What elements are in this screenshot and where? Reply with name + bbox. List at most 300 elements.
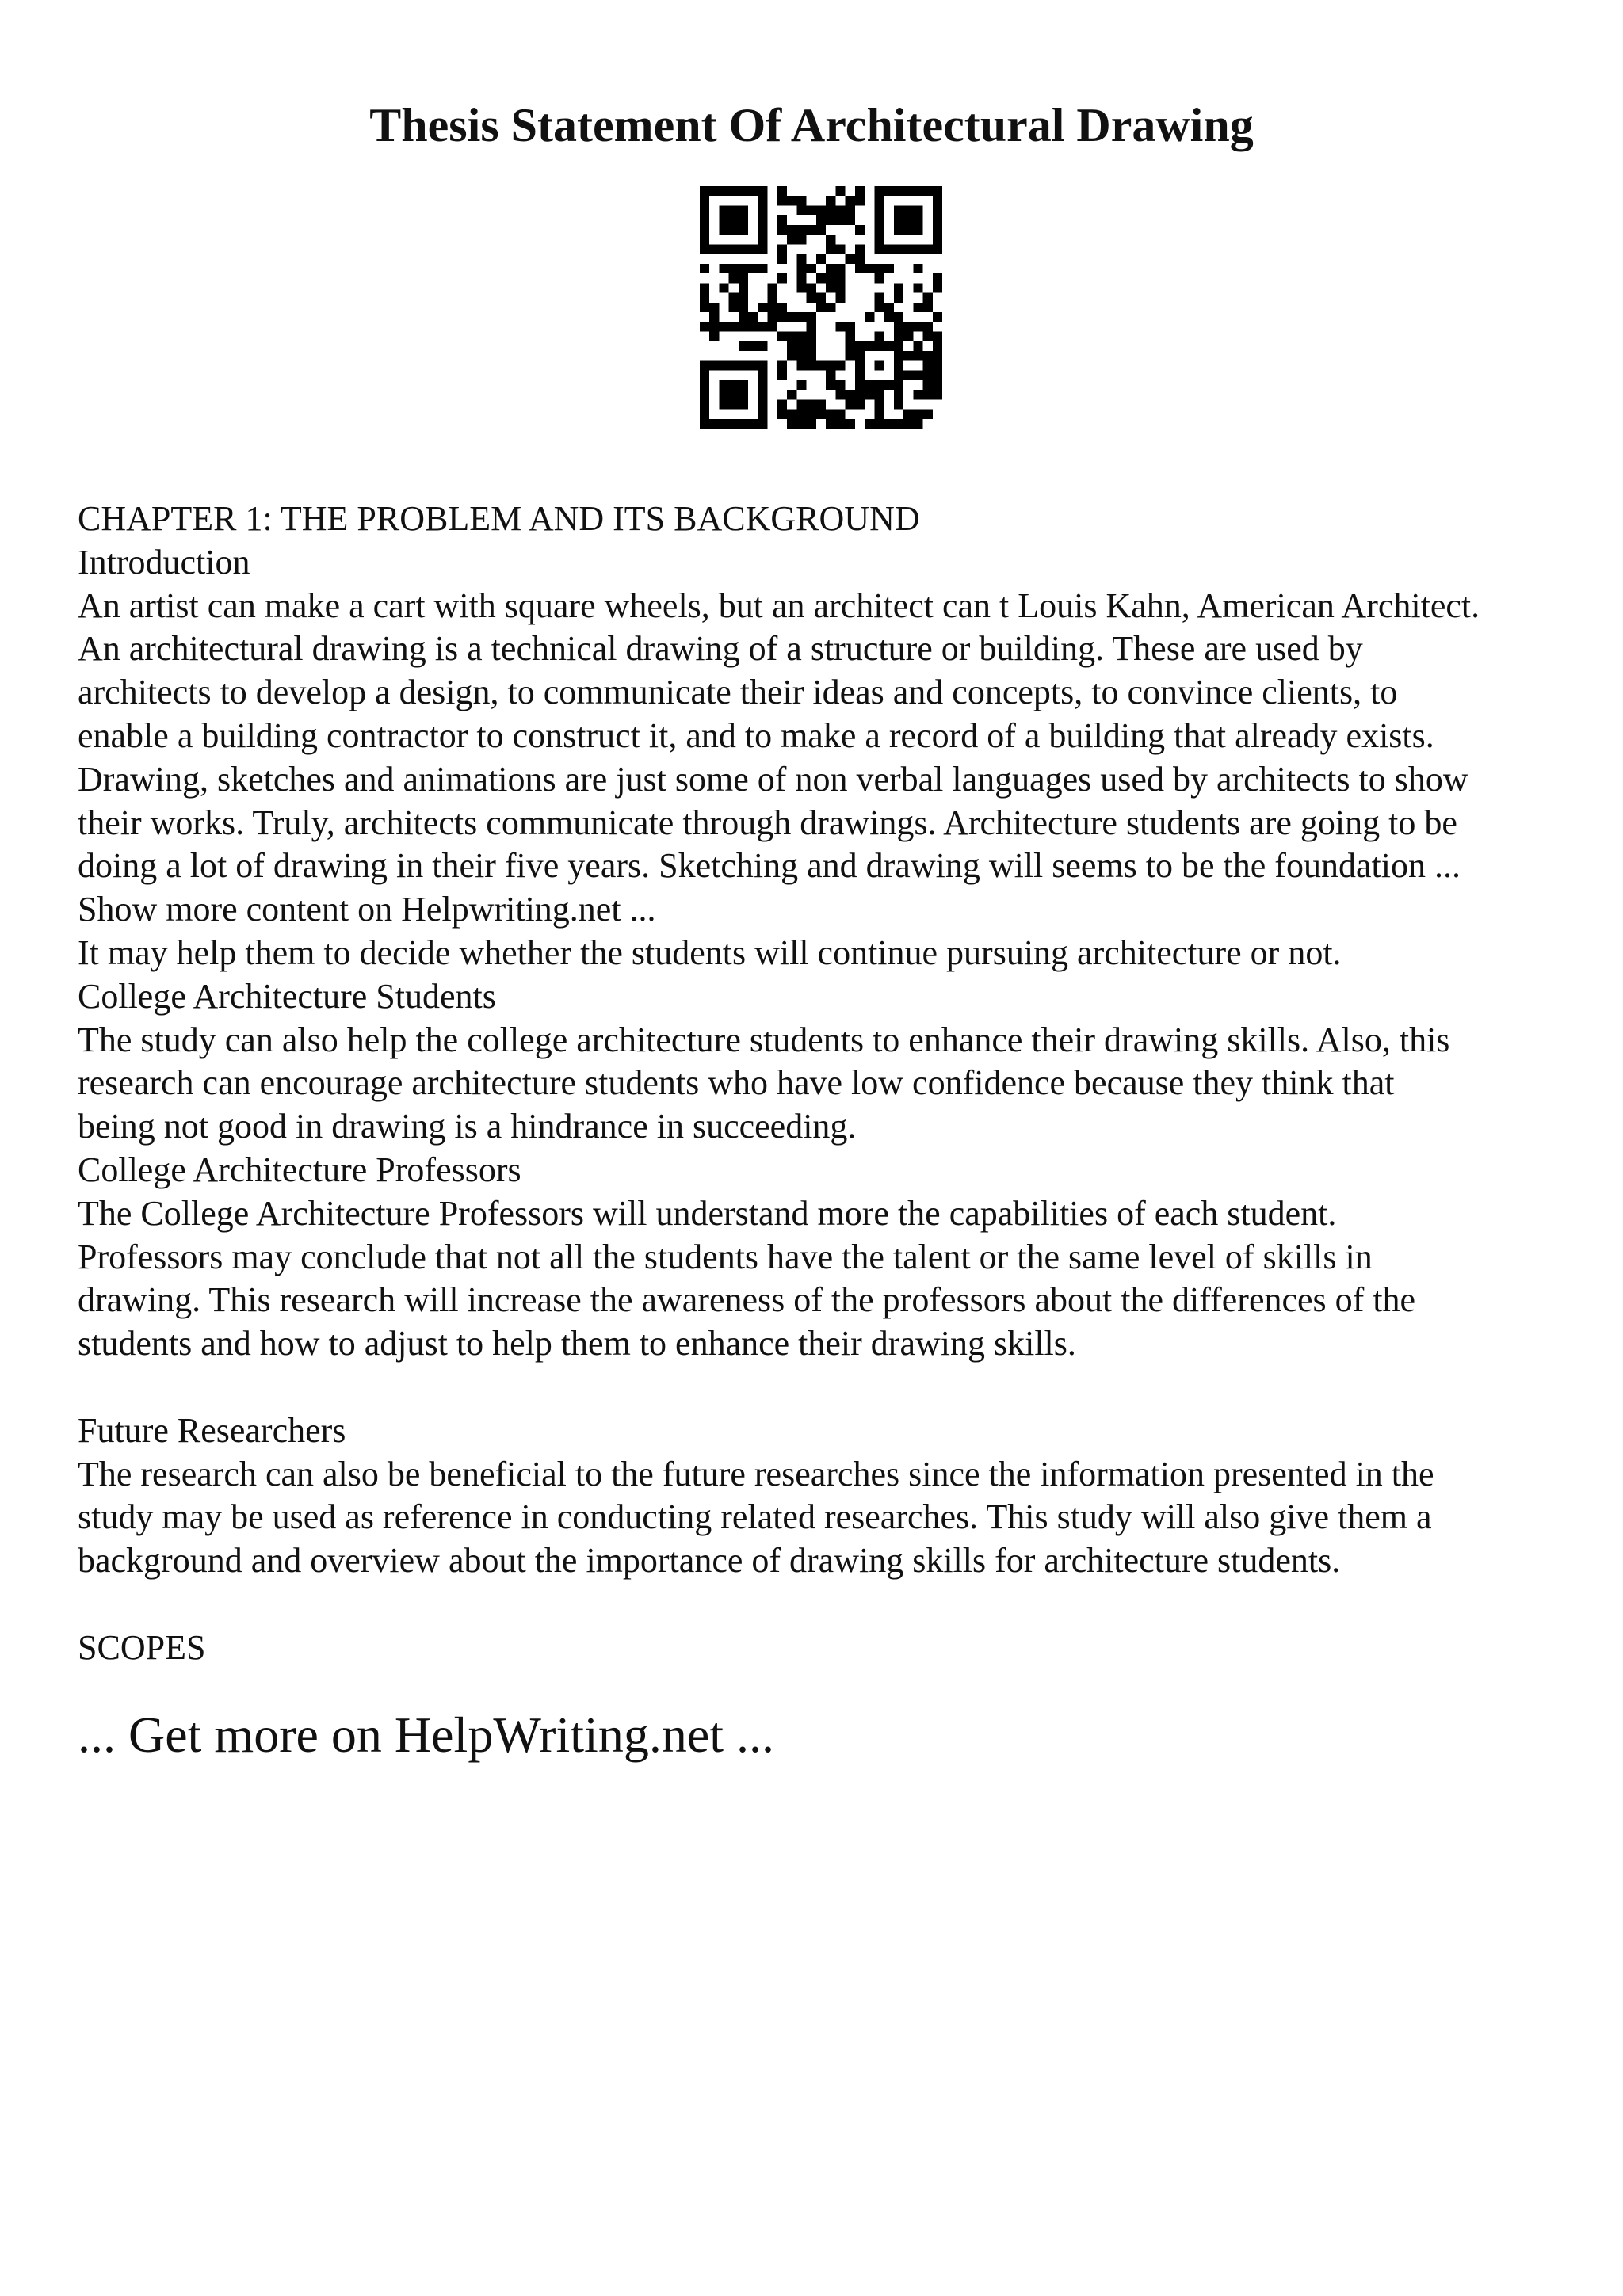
qr-module [835, 264, 845, 273]
qr-module [846, 341, 855, 351]
qr-module [729, 225, 739, 235]
qr-module [758, 196, 767, 205]
qr-module [729, 186, 739, 196]
qr-module [874, 360, 884, 370]
qr-module [719, 205, 728, 215]
qr-module [758, 235, 767, 244]
section-heading-introduction: Introduction [78, 542, 250, 582]
qr-module [913, 205, 922, 215]
qr-module [826, 419, 835, 429]
qr-module [874, 303, 884, 312]
qr-module [777, 196, 787, 205]
section-heading-students: College Architecture Students [78, 976, 496, 1016]
qr-module [855, 196, 865, 205]
body-line: The study can also help the college architecture students to enhance their drawing skills. Also, this [78, 1020, 1450, 1059]
qr-module [807, 283, 816, 292]
body-line: study may be used as reference in conducting related researches. This study will also give them a [78, 1497, 1432, 1537]
qr-module [768, 303, 777, 312]
qr-module [903, 351, 913, 360]
qr-module [777, 399, 787, 409]
qr-module [748, 341, 758, 351]
qr-module [874, 273, 884, 283]
qr-module [923, 380, 933, 390]
qr-module [700, 360, 709, 370]
qr-module [846, 254, 855, 264]
qr-module [807, 360, 816, 370]
qr-module [777, 410, 787, 419]
qr-module [923, 351, 933, 360]
qr-module [777, 215, 787, 225]
qr-module [884, 303, 894, 312]
qr-module [777, 371, 787, 380]
qr-module [816, 293, 826, 303]
qr-module [739, 419, 748, 429]
qr-module [748, 419, 758, 429]
qr-module [758, 360, 767, 370]
qr-module [807, 419, 816, 429]
qr-module [835, 360, 845, 370]
qr-module [787, 419, 796, 429]
qr-module [913, 225, 922, 235]
qr-module [855, 254, 865, 264]
qr-module [709, 322, 719, 331]
qr-module [894, 283, 903, 292]
qr-module [933, 235, 942, 244]
qr-module [700, 205, 709, 215]
qr-module [796, 283, 806, 292]
qr-module [729, 399, 739, 409]
qr-module [729, 360, 739, 370]
qr-module [913, 322, 922, 331]
qr-module [835, 273, 845, 283]
qr-module [933, 341, 942, 351]
qr-module [816, 273, 826, 283]
blank-line [78, 1583, 1583, 1627]
show-more-link[interactable]: Show more content on Helpwriting.net ... [78, 890, 656, 929]
qr-module [787, 332, 796, 341]
qr-module [758, 322, 767, 331]
qr-module [758, 419, 767, 429]
qr-module [826, 410, 835, 419]
qr-module [903, 186, 913, 196]
qr-module [894, 244, 903, 254]
get-more-link[interactable]: ... Get more on HelpWriting.net ... [78, 1707, 774, 1763]
qr-module [913, 303, 922, 312]
qr-module [874, 293, 884, 303]
qr-module [768, 322, 777, 331]
qr-module [768, 312, 777, 322]
qr-module [835, 419, 845, 429]
body-line: An architectural drawing is a technical drawing of a structure or building. These are used by [78, 629, 1363, 669]
qr-module [700, 264, 709, 273]
qr-module [700, 303, 709, 312]
qr-module [796, 205, 806, 215]
body-line: Professors may conclude that not all the students have the talent or the same level of skills in [78, 1237, 1373, 1276]
body-line: students and how to adjust to help them to enhance their drawing skills. [78, 1324, 1076, 1363]
qr-module [719, 225, 728, 235]
qr-module [865, 419, 874, 429]
qr-module [826, 215, 835, 225]
qr-module [729, 293, 739, 303]
qr-module [865, 380, 874, 390]
qr-module [758, 225, 767, 235]
qr-module [719, 264, 728, 273]
qr-module [777, 186, 787, 196]
qr-module [903, 215, 913, 225]
qr-module [807, 399, 816, 409]
qr-module [913, 371, 922, 380]
qr-module [923, 303, 933, 312]
qr-module [835, 410, 845, 419]
qr-module [826, 205, 835, 215]
qr-module [787, 390, 796, 399]
qr-module [796, 351, 806, 360]
qr-module [874, 244, 884, 254]
qr-module [884, 186, 894, 196]
qr-module [700, 225, 709, 235]
qr-module [826, 371, 835, 380]
qr-module [739, 283, 748, 292]
qr-module [787, 235, 796, 244]
qr-module [874, 215, 884, 225]
qr-module [855, 380, 865, 390]
qr-module [719, 419, 728, 429]
qr-module [846, 419, 855, 429]
qr-module [796, 225, 806, 235]
qr-module [739, 215, 748, 225]
chapter-heading: CHAPTER 1: THE PROBLEM AND ITS BACKGROUND [78, 499, 920, 538]
qr-module [719, 322, 728, 331]
qr-module [923, 186, 933, 196]
qr-module [903, 244, 913, 254]
qr-module [748, 244, 758, 254]
qr-module [874, 264, 884, 273]
qr-module [739, 380, 748, 390]
qr-module [884, 312, 894, 322]
qr-module [933, 215, 942, 225]
qr-module [874, 341, 884, 351]
qr-module [807, 351, 816, 360]
qr-module [913, 244, 922, 254]
qr-module [758, 186, 767, 196]
qr-module [700, 293, 709, 303]
qr-module [709, 312, 719, 322]
qr-module [816, 360, 826, 370]
qr-module [739, 225, 748, 235]
section-heading-scopes: SCOPES [78, 1627, 206, 1667]
qr-module [739, 205, 748, 215]
qr-module [933, 186, 942, 196]
qr-module [865, 264, 874, 273]
qr-module [816, 410, 826, 419]
qr-module [700, 410, 709, 419]
qr-module [739, 312, 748, 322]
qr-module [846, 196, 855, 205]
qr-module [729, 419, 739, 429]
qr-module [807, 293, 816, 303]
body-line: drawing. This research will increase the awareness of the professors about the differences of the [78, 1280, 1416, 1320]
qr-module [816, 215, 826, 225]
qr-module [894, 351, 903, 360]
qr-module [884, 419, 894, 429]
qr-module [874, 390, 884, 399]
qr-module [855, 244, 865, 254]
qr-module [748, 186, 758, 196]
qr-module [758, 244, 767, 254]
qr-module [739, 293, 748, 303]
qr-module [865, 390, 874, 399]
qr-module [874, 196, 884, 205]
qr-module [796, 312, 806, 322]
qr-module [846, 351, 855, 360]
qr-module [719, 215, 728, 225]
qr-module [894, 341, 903, 351]
qr-module [865, 312, 874, 322]
qr-module [807, 312, 816, 322]
qr-module [700, 215, 709, 225]
qr-module [719, 283, 728, 292]
qr-module [787, 351, 796, 360]
body-line: research can encourage architecture students who have low confidence because they think that [78, 1063, 1395, 1103]
qr-module [787, 410, 796, 419]
qr-module [846, 390, 855, 399]
qr-module [748, 312, 758, 322]
qr-module [846, 399, 855, 409]
body-line: doing a lot of drawing in their five years. Sketching and drawing will seems to be the foundation ... [78, 846, 1461, 886]
qr-module [826, 273, 835, 283]
qr-module [709, 244, 719, 254]
qr-module [846, 332, 855, 341]
qr-module [894, 390, 903, 399]
qr-module [894, 322, 903, 331]
qr-module [758, 303, 767, 312]
qr-module [894, 332, 903, 341]
qr-module [816, 399, 826, 409]
qr-module [807, 410, 816, 419]
qr-module [700, 244, 709, 254]
qr-module [729, 244, 739, 254]
qr-module [874, 410, 884, 419]
body-line: background and overview about the importance of drawing skills for architecture students. [78, 1541, 1341, 1581]
qr-module [700, 399, 709, 409]
qr-module [855, 341, 865, 351]
qr-module [835, 380, 845, 390]
document-title: Thesis Statement Of Architectural Drawing [369, 99, 1254, 151]
qr-module [729, 390, 739, 399]
qr-module [777, 303, 787, 312]
qr-module [796, 264, 806, 273]
qr-module [903, 322, 913, 331]
body-line: The College Architecture Professors will understand more the capabilities of each student. [78, 1193, 1337, 1233]
qr-module [729, 215, 739, 225]
qr-module [700, 235, 709, 244]
qr-module [700, 380, 709, 390]
body-line: enable a building contractor to construct it, and to make a record of a building that already exists. [78, 715, 1434, 755]
qr-module [913, 215, 922, 225]
body-line: being not good in drawing is a hindrance in succeeding. [78, 1107, 857, 1146]
qr-module [933, 244, 942, 254]
qr-module [933, 371, 942, 380]
qr-module [739, 244, 748, 254]
section-heading-professors: College Architecture Professors [78, 1150, 521, 1189]
qr-module [739, 186, 748, 196]
qr-module [894, 399, 903, 409]
qr-module [835, 205, 845, 215]
qr-module [894, 419, 903, 429]
qr-module [855, 390, 865, 399]
qr-module [729, 205, 739, 215]
body-line: architects to develop a design, to communicate their ideas and concepts, to convince clients, to [78, 673, 1398, 712]
qr-module [777, 312, 787, 322]
qr-module [796, 380, 806, 390]
qr-module [874, 332, 884, 341]
qr-module [826, 303, 835, 312]
qr-module [923, 322, 933, 331]
qr-module [913, 186, 922, 196]
qr-module [903, 419, 913, 429]
qr-module [874, 399, 884, 409]
qr-module [865, 341, 874, 351]
qr-module [913, 351, 922, 360]
qr-module [923, 371, 933, 380]
qr-module [719, 390, 728, 399]
qr-module [826, 380, 835, 390]
qr-module [874, 186, 884, 196]
qr-module [855, 351, 865, 360]
qr-module [807, 225, 816, 235]
qr-module [835, 390, 845, 399]
qr-module [884, 264, 894, 273]
qr-module [700, 371, 709, 380]
qr-module [923, 244, 933, 254]
qr-module [739, 303, 748, 312]
qr-module [933, 205, 942, 215]
qr-module [923, 390, 933, 399]
qr-module [700, 322, 709, 331]
qr-module [933, 351, 942, 360]
qr-module [758, 380, 767, 390]
qr-module [729, 380, 739, 390]
qr-module [933, 273, 942, 283]
qr-module [758, 205, 767, 215]
qr-module [884, 380, 894, 390]
body-line: An artist can make a cart with square wheels, but an architect can t Louis Kahn, American Architect. [78, 585, 1480, 625]
qr-module [855, 225, 865, 235]
qr-module [923, 293, 933, 303]
qr-module [807, 205, 816, 215]
qr-module [758, 341, 767, 351]
qr-module [729, 303, 739, 312]
qr-module [933, 225, 942, 235]
qr-module [739, 264, 748, 273]
qr-module [796, 332, 806, 341]
qr-module [903, 332, 913, 341]
qr-module [729, 322, 739, 331]
qr-module [739, 273, 748, 283]
qr-module [826, 196, 835, 205]
qr-module [933, 196, 942, 205]
qr-module [787, 225, 796, 235]
qr-module [894, 225, 903, 235]
qr-module [758, 390, 767, 399]
qr-module [777, 244, 787, 254]
qr-module [933, 312, 942, 322]
qr-module [923, 410, 933, 419]
qr-module [748, 360, 758, 370]
qr-module [796, 273, 806, 283]
qr-module [748, 322, 758, 331]
qr-module [729, 264, 739, 273]
qr-module [796, 341, 806, 351]
section-heading-researchers: Future Researchers [78, 1410, 346, 1450]
qr-module [874, 380, 884, 390]
qr-module [846, 215, 855, 225]
qr-module [884, 244, 894, 254]
qr-module [816, 225, 826, 235]
qr-module [933, 360, 942, 370]
qr-module [913, 283, 922, 292]
qr-module [903, 371, 913, 380]
qr-module [913, 390, 922, 399]
qr-module [835, 244, 845, 254]
qr-module [894, 312, 903, 322]
qr-module [894, 293, 903, 303]
qr-module [835, 283, 845, 292]
qr-module [826, 283, 835, 292]
qr-module [796, 419, 806, 429]
qr-module [719, 399, 728, 409]
qr-module [758, 410, 767, 419]
qr-module [796, 360, 806, 370]
qr-module [768, 283, 777, 292]
qr-module [719, 380, 728, 390]
qr-module [739, 360, 748, 370]
qr-module [796, 196, 806, 205]
qr-module [777, 360, 787, 370]
qr-module [816, 303, 826, 312]
qr-module [719, 360, 728, 370]
qr-module [739, 399, 748, 409]
qr-module [894, 371, 903, 380]
qr-module [913, 264, 922, 273]
qr-module [816, 205, 826, 215]
qr-module [709, 186, 719, 196]
qr-module [903, 225, 913, 235]
qr-module [777, 254, 787, 264]
qr-module [758, 371, 767, 380]
qr-module [933, 390, 942, 399]
qr-module [768, 293, 777, 303]
qr-module [933, 380, 942, 390]
qr-module [709, 303, 719, 312]
body-line: their works. Truly, architects communicate through drawings. Architecture students are going to be [78, 803, 1457, 842]
qr-module [796, 399, 806, 409]
body-line: Drawing, sketches and animations are just some of non verbal languages used by architects to show [78, 759, 1468, 799]
qr-module [826, 360, 835, 370]
qr-module [758, 399, 767, 409]
qr-module [787, 196, 796, 205]
qr-module [777, 225, 787, 235]
qr-module [855, 399, 865, 409]
qr-module [846, 322, 855, 331]
qr-module [923, 332, 933, 341]
qr-module [923, 360, 933, 370]
qr-module [787, 341, 796, 351]
qr-module [700, 390, 709, 399]
qr-module [739, 322, 748, 331]
body-line: The research can also be beneficial to the future researches since the information presented in the [78, 1454, 1434, 1493]
qr-module [835, 322, 845, 331]
